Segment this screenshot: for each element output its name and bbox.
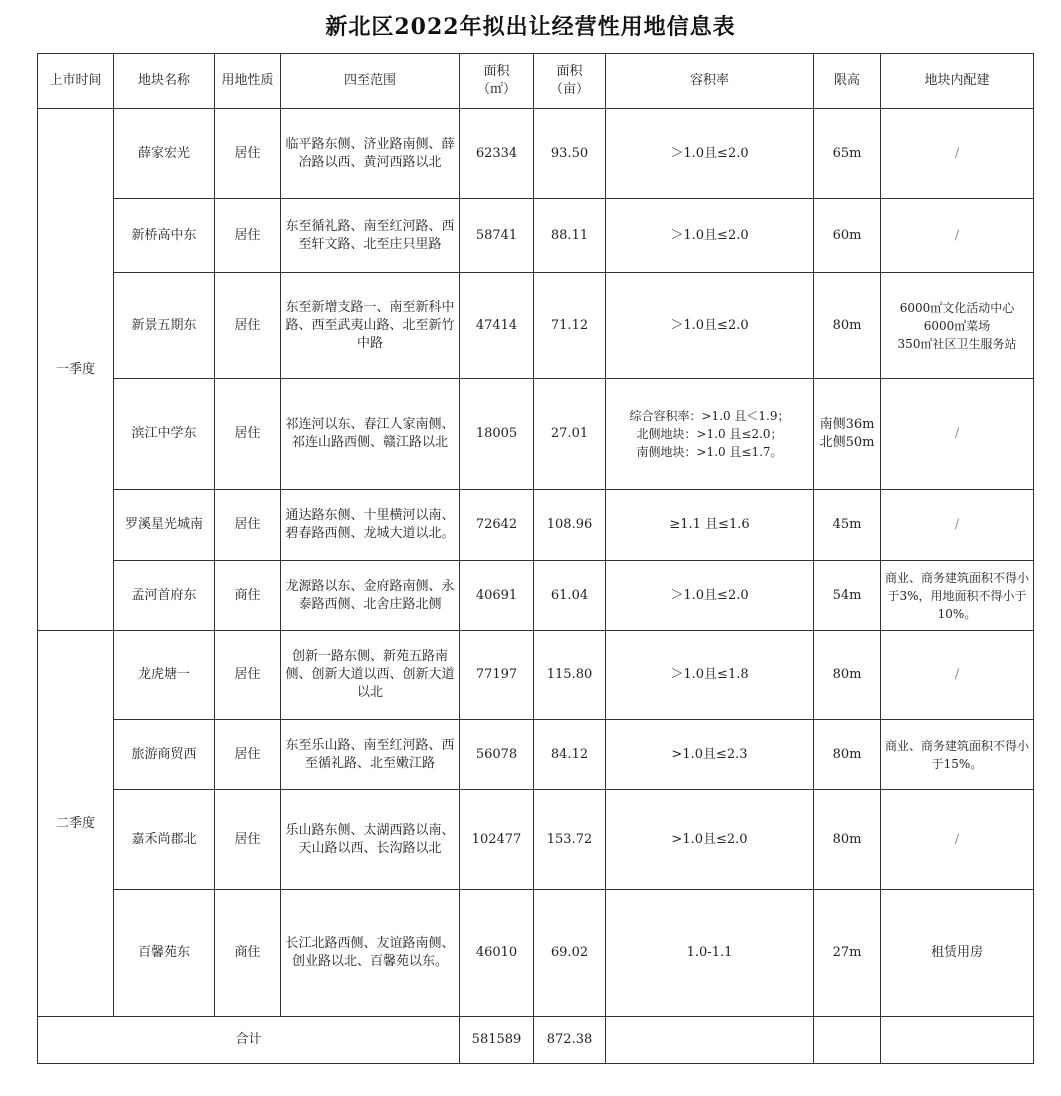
table-row xyxy=(38,199,1034,273)
plot-name: 滨江中学东 xyxy=(114,379,215,490)
area-m2: 46010 xyxy=(460,890,534,1017)
floor-area-ratio: ＞1.0且≤1.8 xyxy=(606,631,814,720)
facility: 商业、商务建筑面积不得小于3%，用地面积不得小于10%。 xyxy=(881,561,1034,631)
area-mu: 71.12 xyxy=(534,273,606,379)
land-use: 居住 xyxy=(215,720,281,790)
area-m2: 40691 xyxy=(460,561,534,631)
floor-area-ratio: >1.0且≤2.0 xyxy=(606,790,814,890)
area-m2: 77197 xyxy=(460,631,534,720)
facility: / xyxy=(881,109,1034,199)
land-use: 居住 xyxy=(215,273,281,379)
height-limit: 65m xyxy=(814,109,881,199)
area-m2: 62334 xyxy=(460,109,534,199)
area-m2: 18005 xyxy=(460,379,534,490)
plot-name: 罗溪星光城南 xyxy=(114,490,215,561)
facility: / xyxy=(881,490,1034,561)
area-m2: 58741 xyxy=(460,199,534,273)
land-use: 居住 xyxy=(215,109,281,199)
facility: 租赁用房 xyxy=(881,890,1034,1017)
plot-name: 百馨苑东 xyxy=(114,890,215,1017)
plot-bounds: 东至循礼路、南至红河路、西至轩文路、北至庄只里路 xyxy=(281,199,460,273)
plot-name: 龙虎塘一 xyxy=(114,631,215,720)
facility: / xyxy=(881,631,1034,720)
plot-name: 孟河首府东 xyxy=(114,561,215,631)
header-area-mu: 面积 （亩） xyxy=(534,54,606,109)
land-use: 居住 xyxy=(215,631,281,720)
height-limit: 80m xyxy=(814,631,881,720)
table-row xyxy=(38,631,1034,720)
plot-bounds: 东至乐山路、南至红河路、西至循礼路、北至嫩江路 xyxy=(281,720,460,790)
area-mu: 69.02 xyxy=(534,890,606,1017)
header-area-m2: 面积 （㎡） xyxy=(460,54,534,109)
land-use: 居住 xyxy=(215,490,281,561)
height-limit: 54m xyxy=(814,561,881,631)
plot-name: 新桥高中东 xyxy=(114,199,215,273)
area-mu: 108.96 xyxy=(534,490,606,561)
total-row xyxy=(38,1017,1034,1064)
area-m2: 72642 xyxy=(460,490,534,561)
area-mu: 84.12 xyxy=(534,720,606,790)
facility: 商业、商务建筑面积不得小于15%。 xyxy=(881,720,1034,790)
table-row xyxy=(38,720,1034,790)
floor-area-ratio: 综合容积率：>1.0 且＜1.9； 北侧地块：>1.0 且≤2.0； 南侧地块：>1.0 且≤1.7。 xyxy=(606,379,814,490)
header-bounds: 四至范围 xyxy=(281,54,460,109)
quarter-cell: 一季度 xyxy=(38,109,114,631)
area-mu: 93.50 xyxy=(534,109,606,199)
facility: / xyxy=(881,379,1034,490)
area-mu: 153.72 xyxy=(534,790,606,890)
height-limit: 80m xyxy=(814,790,881,890)
plot-bounds: 乐山路东侧、太湖西路以南、天山路以西、长沟路以北 xyxy=(281,790,460,890)
header-name: 地块名称 xyxy=(114,54,215,109)
area-mu: 27.01 xyxy=(534,379,606,490)
land-info-table xyxy=(37,53,1034,1064)
floor-area-ratio: ＞1.0且≤2.0 xyxy=(606,273,814,379)
table-row xyxy=(38,790,1034,890)
total-area-m2: 581589 xyxy=(460,1017,534,1064)
land-use: 商住 xyxy=(215,561,281,631)
table-row xyxy=(38,109,1034,199)
land-use: 商住 xyxy=(215,890,281,1017)
height-limit: 80m xyxy=(814,720,881,790)
total-empty-height xyxy=(814,1017,881,1064)
header-facility: 地块内配建 xyxy=(881,54,1034,109)
quarter-cell: 二季度 xyxy=(38,631,114,1017)
table-row xyxy=(38,273,1034,379)
facility: / xyxy=(881,199,1034,273)
total-empty-facility xyxy=(881,1017,1034,1064)
plot-bounds: 通达路东侧、十里横河以南、碧春路西侧、龙城大道以北。 xyxy=(281,490,460,561)
table-row xyxy=(38,490,1034,561)
floor-area-ratio: ＞1.0且≤2.0 xyxy=(606,109,814,199)
plot-name: 新景五期东 xyxy=(114,273,215,379)
header-row xyxy=(38,54,1034,109)
area-m2: 47414 xyxy=(460,273,534,379)
floor-area-ratio: >1.0且≤2.3 xyxy=(606,720,814,790)
land-use: 居住 xyxy=(215,379,281,490)
land-use: 居住 xyxy=(215,199,281,273)
total-empty-far xyxy=(606,1017,814,1064)
area-mu: 88.11 xyxy=(534,199,606,273)
area-m2: 102477 xyxy=(460,790,534,890)
plot-name: 旅游商贸西 xyxy=(114,720,215,790)
floor-area-ratio: ＞1.0且≤2.0 xyxy=(606,561,814,631)
height-limit: 80m xyxy=(814,273,881,379)
total-label: 合计 xyxy=(38,1017,460,1064)
header-height: 限高 xyxy=(814,54,881,109)
table-row xyxy=(38,890,1034,1017)
total-area-mu: 872.38 xyxy=(534,1017,606,1064)
table-row xyxy=(38,561,1034,631)
height-limit: 60m xyxy=(814,199,881,273)
height-limit: 45m xyxy=(814,490,881,561)
land-use: 居住 xyxy=(215,790,281,890)
area-m2: 56078 xyxy=(460,720,534,790)
area-mu: 61.04 xyxy=(534,561,606,631)
height-limit: 27m xyxy=(814,890,881,1017)
floor-area-ratio: ＞1.0且≤2.0 xyxy=(606,199,814,273)
plot-bounds: 祁连河以东、春江人家南侧、祁连山路西侧、赣江路以北 xyxy=(281,379,460,490)
plot-bounds: 临平路东侧、济业路南侧、薛冶路以西、黄河西路以北 xyxy=(281,109,460,199)
plot-bounds: 龙源路以东、金府路南侧、永泰路西侧、北舍庄路北侧 xyxy=(281,561,460,631)
header-far: 容积率 xyxy=(606,54,814,109)
facility: / xyxy=(881,790,1034,890)
plot-bounds: 长江北路西侧、友谊路南侧、创业路以北、百馨苑以东。 xyxy=(281,890,460,1017)
plot-name: 薛家宏光 xyxy=(114,109,215,199)
header-time: 上市时间 xyxy=(38,54,114,109)
area-mu: 115.80 xyxy=(534,631,606,720)
page-title: 新北区2022年拟出让经营性用地信息表 xyxy=(325,14,736,40)
table-row xyxy=(38,379,1034,490)
plot-bounds: 创新一路东侧、新苑五路南侧、创新大道以西、创新大道以北 xyxy=(281,631,460,720)
plot-bounds: 东至新增支路一、南至新科中路、西至武夷山路、北至新竹中路 xyxy=(281,273,460,379)
facility: 6000㎡文化活动中心 6000㎡菜场 350㎡社区卫生服务站 xyxy=(881,273,1034,379)
height-limit: 南侧36m 北侧50m xyxy=(814,379,881,490)
plot-name: 嘉禾尚郡北 xyxy=(114,790,215,890)
floor-area-ratio: ≥1.1 且≤1.6 xyxy=(606,490,814,561)
floor-area-ratio: 1.0-1.1 xyxy=(606,890,814,1017)
header-use: 用地性质 xyxy=(215,54,281,109)
